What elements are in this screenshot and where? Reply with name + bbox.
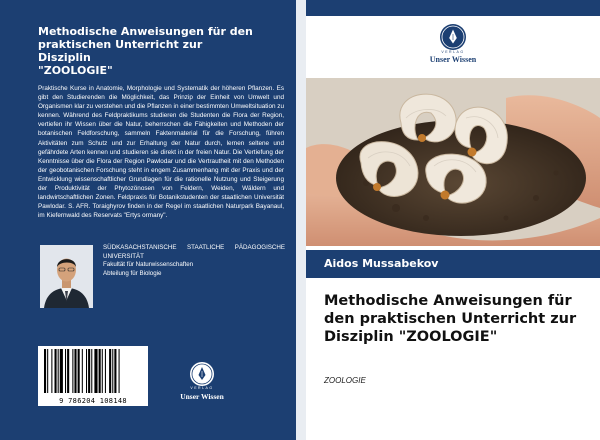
barcode-bar	[74, 349, 76, 393]
barcode-bar	[55, 349, 57, 393]
front-cover	[306, 0, 600, 440]
book-title: Methodische Anweisungen für den praktischen Unterricht zur Disziplin "ZOOLOGIE"	[324, 293, 577, 345]
barcode-bar	[114, 349, 116, 393]
back-title-line: "ZOOLOGIE"	[38, 64, 113, 77]
barcode-bar	[60, 349, 63, 393]
barcode-bar	[91, 349, 92, 393]
spine	[296, 0, 306, 440]
publisher-logo-back	[162, 362, 242, 401]
author-name: Aidos Mussabekov	[324, 257, 439, 270]
barcode-bar	[109, 349, 111, 393]
author-portrait-icon	[40, 245, 93, 308]
barcode-bar	[102, 349, 103, 393]
barcode-bar	[112, 349, 113, 393]
pen-nib-in-circle-icon	[440, 24, 466, 50]
barcode-bar	[105, 349, 106, 393]
barcode-bar	[58, 349, 59, 393]
barcode-bar	[65, 349, 66, 393]
barcode-bar	[44, 349, 46, 393]
barcode-bar	[67, 349, 69, 393]
back-title-line: Methodische Anweisungen für den	[38, 25, 253, 38]
barcode-bar	[47, 349, 48, 393]
back-title-line: Disziplin	[38, 51, 91, 64]
publisher-small-label: VERLAG	[190, 386, 214, 390]
publisher-name: Unser Wissen	[429, 55, 477, 64]
department-name: Abteilung für Biologie	[103, 269, 162, 277]
back-cover	[0, 0, 296, 440]
barcode-bar	[72, 349, 73, 393]
back-title-line: praktischen Unterricht zur	[38, 38, 203, 51]
cover-photo	[306, 78, 600, 246]
author-bar	[306, 250, 600, 278]
university-name: SÜDKASACHSTANISCHE STAATLICHE PÄDAGOGISCHE UNIVERSITÄT	[103, 244, 285, 260]
author-affiliation	[103, 244, 285, 278]
isbn-number: 9 786204 108148	[59, 397, 127, 405]
back-description: Praktische Kurse in Anatomie, Morphologie und Systematik der höheren Pflanzen. Es gibt den Studierenden die Möglichkeit, das Prinzip der Einheit von Umwelt und Organismen klar zu verstehen und die Pflanzen in einer bestimmten Umweltsituation zu kennen. Während des Feldpraktikums studieren die Studenten die Flora der Region, vertiefen ihr Wissen über die Natur, beherrschen die Fähigkeiten und Methoden der botanischen Feldforschung, sammeln Faktenmaterial für die Forschung, führen Aktivitäten zum Schutz und zur Erhaltung der Natur durch, lernen seltene und gefährdete Arten kennen und studieren sie direkt in der freien Natur. Die Vertiefung der Kenntnisse über die Flora der Region Pawlodar und die Vertrautheit mit den Methoden der geobotanischen Forschung steht in engem Zusammenhang mit der Praxis und der Entwicklung wissenschaftlicher Grundlagen für die rationelle Nutzung und Steigerung der Produktivität der Phytozönosen von Feldern, Weiden, Wäldern und landwirtschaftlichen Zonen. Feldpraxis für Botanikstudenten der staatlichen Universität Pawlodar. S. AFR. Toraighyrov finden in der Regel im staatlichen Naturpark Bayanaul, im Kiefernwald des Reservats "Ertys ormany".	[38, 85, 284, 220]
book-subtitle: ZOOLOGIE	[324, 376, 366, 385]
barcode-bar	[82, 349, 83, 393]
back-title	[38, 25, 288, 77]
front-top-bar	[306, 0, 600, 16]
publisher-name: Unser Wissen	[180, 392, 224, 401]
barcode-bar	[78, 349, 80, 393]
barcode-bar	[51, 349, 52, 393]
publisher-logo-front	[306, 24, 600, 64]
barcode-bar	[119, 349, 120, 393]
barcode-bar	[99, 349, 101, 393]
barcode-bar	[86, 349, 87, 393]
barcode-bar	[94, 349, 97, 393]
barcode-bar	[88, 349, 90, 393]
barcode-bars	[38, 349, 148, 397]
isbn-barcode	[38, 346, 148, 406]
pen-nib-in-circle-icon	[190, 362, 214, 386]
publisher-small-label: VERLAG	[441, 50, 465, 54]
faculty-name: Fakultät für Naturwissenschaften	[103, 261, 194, 269]
